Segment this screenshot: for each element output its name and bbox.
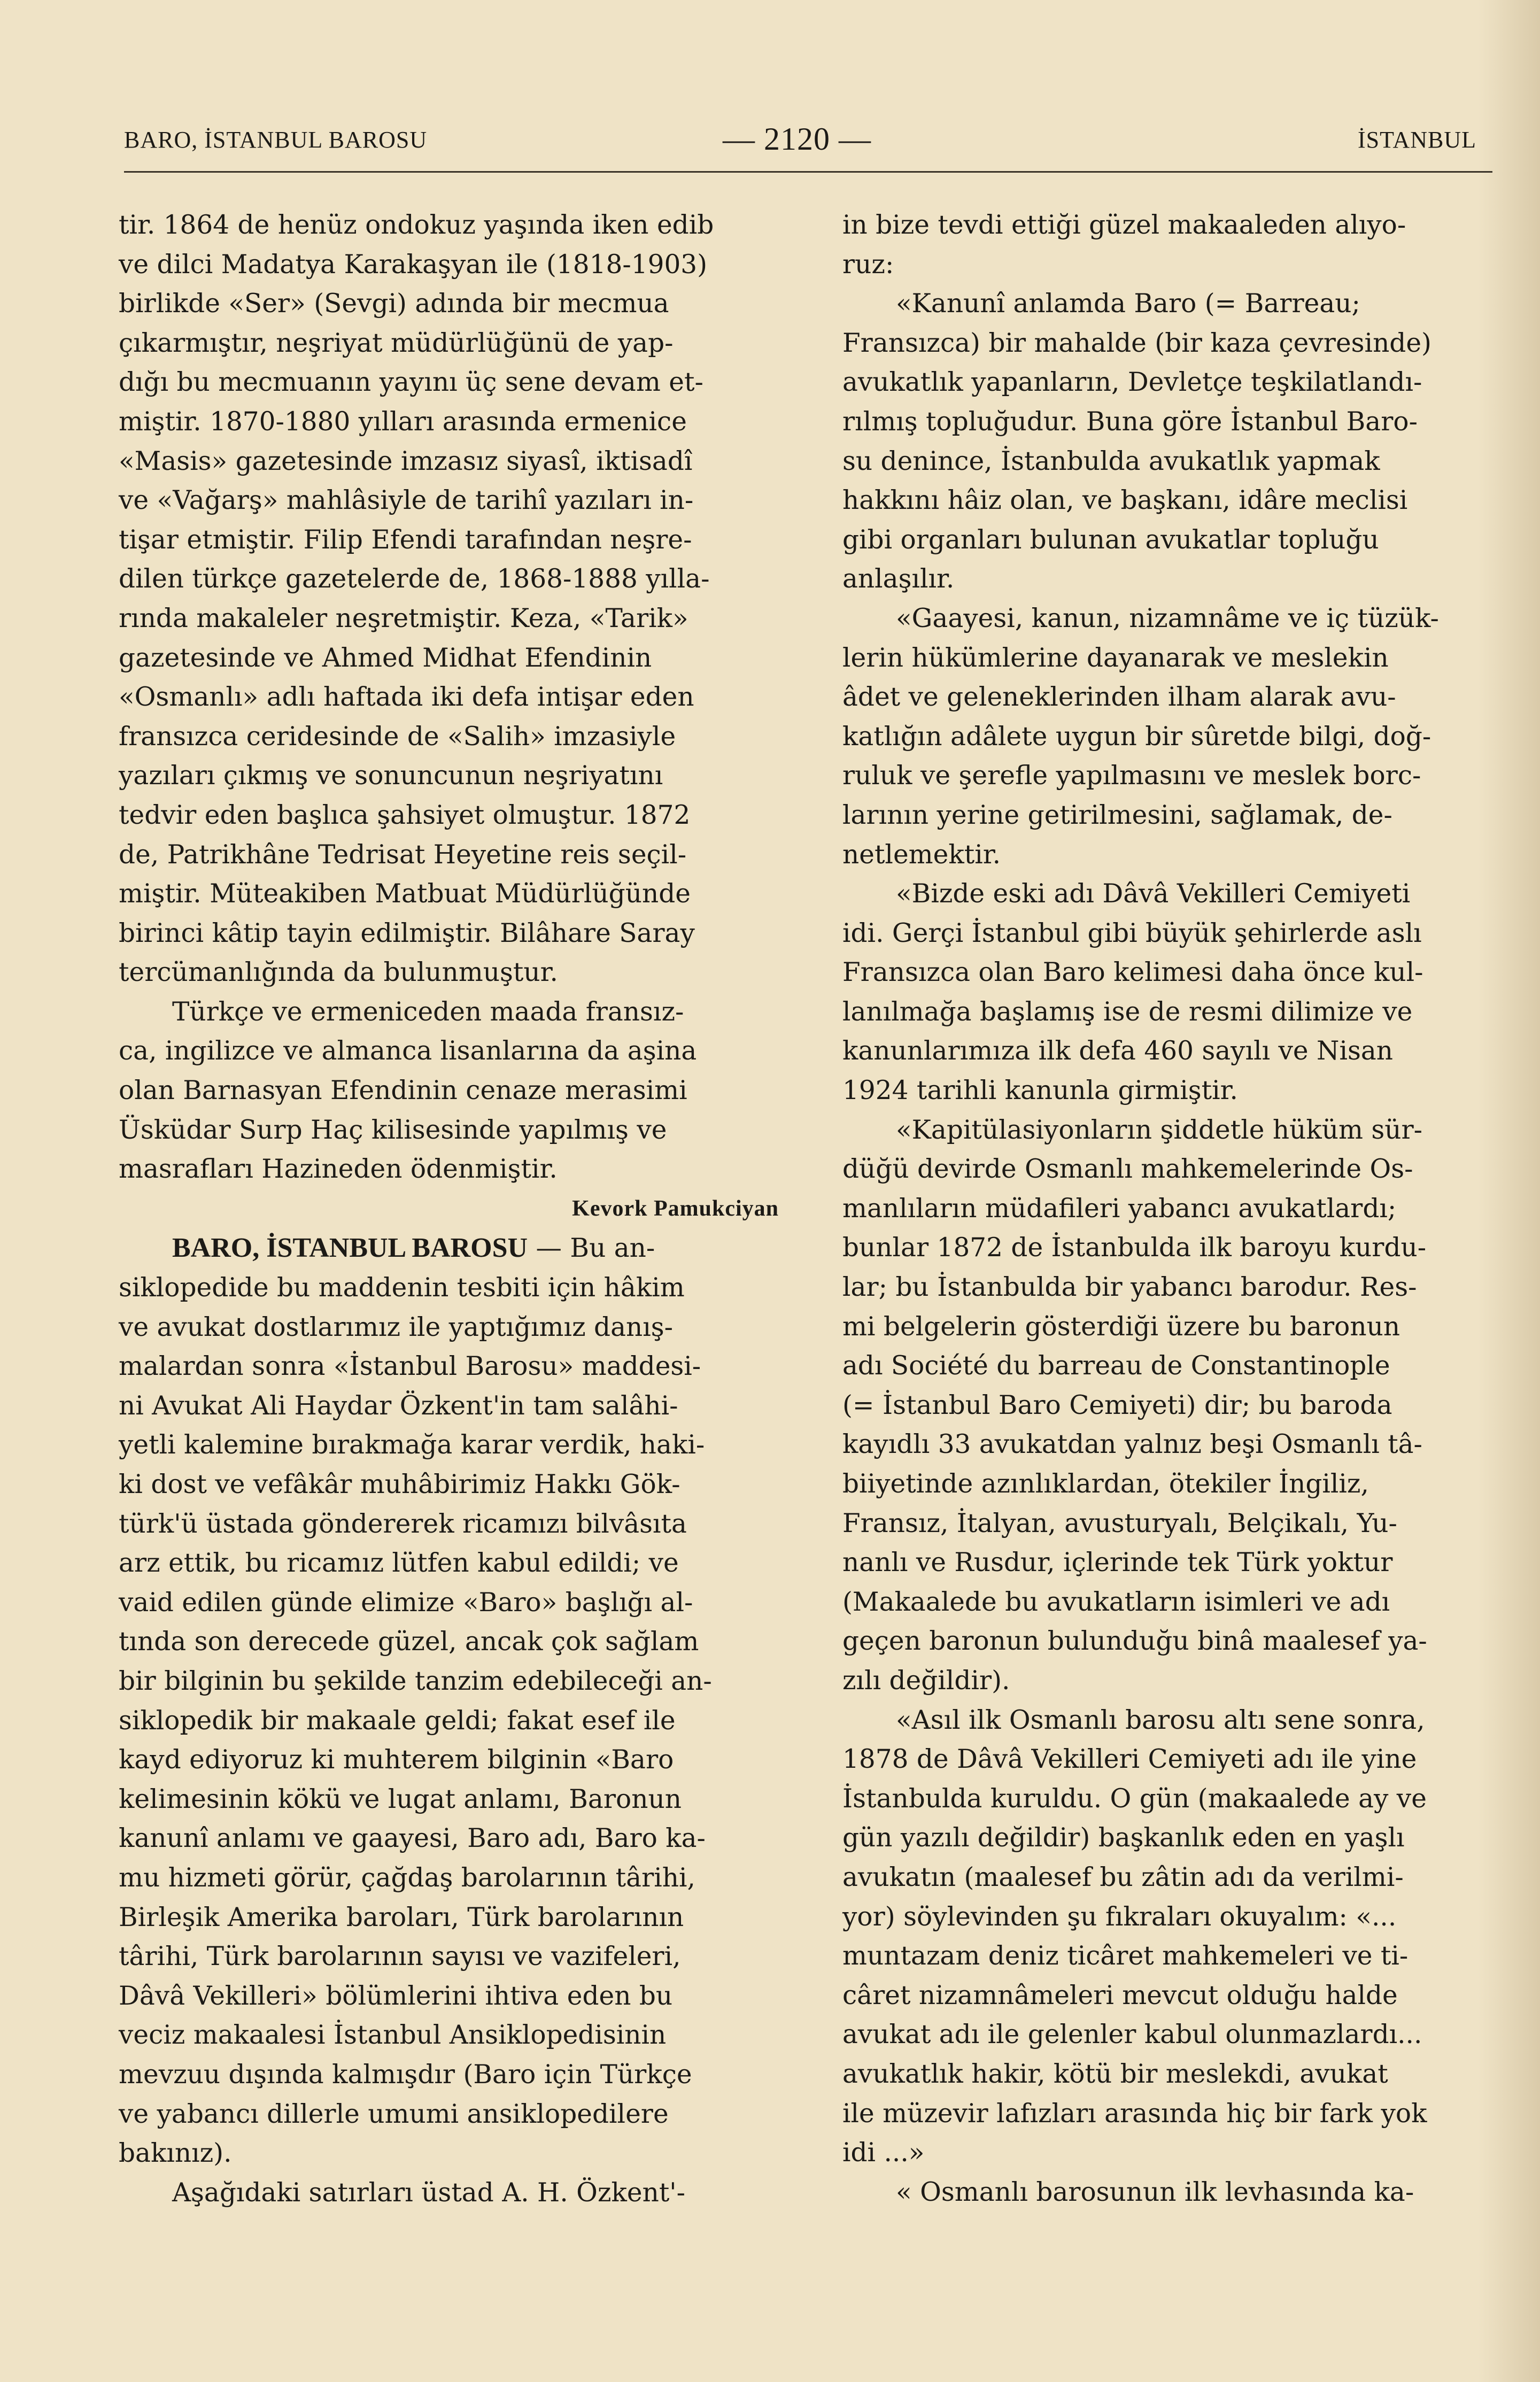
header-title-right: İSTANBUL: [1357, 127, 1476, 153]
paragraph: «Kapitülasiyonların şiddetle hüküm sür- düğü devirde Osmanlı mahkemelerinde Os- manlıların müdafileri yabancı avukatlardı; bunlar 1872 de İstanbulda ilk baroyu kurdu- lar; bu İstanbulda bir yabancı barodur. Res- mi belgelerin gösterdiği üzere bu baronun adı Société du barreau de Constantinople (= İstanbul Baro Cemiyeti) dir; bu baroda kayıdlı 33 avukatdan yalnız beşi Osmanlı tâ- biiyetinde azınlıklardan, ötekiler İngiliz, Fransız, İtalyan, avusturyalı, Belçikalı, Yu- nanlı ve Rusdur, içlerinde tek Türk yoktur (Makaalede bu avukatların isimleri ve adı geçen baronun bulunduğu binâ maalesef ya- zılı değildir).: [842, 1115, 1427, 1696]
paragraph: «Asıl ilk Osmanlı barosu altı sene sonra, 1878 de Dâvâ Vekilleri Cemiyeti adı ile yine İstanbulda kuruldu. O gün (makaalede ay ve gün yazılı değildir) başkanlık eden en yaşlı avukatın (maalesef bu zâtin adı da verilmi- yor) söylevinden şu fıkraları okuyalım: «... muntazam deniz ticâret mahkemeleri ve ti- câret nizamnâmeleri mevcut olduğu halde avukat adı ile gelenler kabul olunmazlardı... avukatlık hakir, kötü bir meslekdi, avukat ile müzevir lafızları arasında hiç bir fark yok idi ...»: [842, 1705, 1427, 2168]
entry-paragraph: [119, 1228, 779, 2173]
entry-text: — Bu an- siklopedide bu maddenin tesbiti için hâkim ve avukat dostlarımız ile yaptığımız danış- malardan sonra «İstanbul Barosu» maddesi- ni Avukat Ali Haydar Özkent'in tam salâhi- yetli kalemine bırakmağa karar verdik, haki- ki dost ve vefâkâr muhâbirimiz Hakkı Gök- türk'ü üstada göndererek ricamızı bilvâsıta arz ettik, bu ricamız lütfen kabul edildi; ve vaid edilen günde elimize «Baro» başlığı al- tında son derecede güzel, ancak çok sağlam bir bilginin bu şekilde tanzim edebileceği an- siklopedik bir makaale geldi; fakat esef ile kayd ediyoruz ki muhterem bilginin «Baro kelimesinin kökü ve lugat anlamı, Baronun kanunî anlamı ve gaayesi, Baro adı, Baro ka- mu hizmeti görür, çağdaş barolarının târihi, Birleşik Amerika baroları, Türk barolarının târihi, Türk barolarının sayısı ve vazifeleri, Dâvâ Vekilleri» bölümlerini ihtiva eden bu veciz makaalesi İstanbul Ansiklopedisinin mevzuu dışında kalmışdır (Baro için Türkçe ve yabancı dillerle umumi ansiklopedilere bakınız).: [119, 1233, 712, 2169]
author-signature: Kevork Pamukciyan: [572, 1196, 779, 1221]
entry-headword: BARO, İSTANBUL BAROSU: [172, 1233, 528, 1264]
paragraph: Aşağıdaki satırları üstad A. H. Özkent'-: [172, 2177, 686, 2208]
paragraph: «Gaayesi, kanun, nizamnâme ve iç tüzük- lerin hükümlerine dayanarak ve meslekin âdet ve geleneklerinden ilham alarak avu- katlığın adâlete uygun bir sûretde bilgi, doğ- ruluk ve şerefle yapılmasını ve meslek borc- larının yerine getirilmesini, sağlamak, de- netlemektir.: [842, 603, 1439, 870]
paragraph: «Bizde eski adı Dâvâ Vekilleri Cemiyeti idi. Gerçi İstanbul gibi büyük şehirlerde aslı Fransızca olan Baro kelimesi daha önce kul- lanılmağa başlamış ise de resmi dilimize ve kanunlarımıza ilk defa 460 sayılı ve Nisan 1924 tarihli kanunla girmiştir.: [842, 879, 1423, 1106]
paragraph: « Osmanlı barosunun ilk levhasında ka-: [896, 2177, 1414, 2207]
paragraph: in bize tevdi ettiği güzel makaaleden alıyo- ruz:: [842, 210, 1406, 280]
paragraph: Türkçe ve ermeniceden maada fransız- ca, ingilizce ve almanca lisanlarına da aşina olan Barnasyan Efendinin cenaze merasimi Üsküdar Surp Haç kilisesinde yapılmış ve masrafları Hazineden ödenmiştir.: [119, 996, 697, 1185]
right-column: [842, 206, 1487, 2212]
page-number: — 2120 —: [723, 121, 871, 157]
running-header: [124, 121, 1476, 164]
paragraph: «Kanunî anlamda Baro (= Barreau; Fransızca) bir mahalde (bir kaza çevresinde) avukatlık yapanların, Devletçe teşkilatlandı- rılmış topluğudur. Buna göre İstanbul Baro- su denince, İstanbulda avukatlık yapmak hakkını hâiz olan, ve başkanı, idâre meclisi gibi organları bulunan avukatlar topluğu anlaşılır.: [842, 289, 1431, 594]
left-column: [119, 206, 779, 2213]
header-rule: [124, 171, 1492, 173]
paragraph: tir. 1864 de henüz ondokuz yaşında iken edib ve dilci Madatya Karakaşyan ile (1818-1903) birlikde «Ser» (Sevgi) adında bir mecmua çıkarmıştır, neşriyat müdürlüğünü de yap- dığı bu mecmuanın yayını üç sene devam et- miştir. 1870-1880 yılları arasında ermenice «Masis» gazetesinde imzasız siyasî, iktisadî ve «Vağarş» mahlâsiyle de tarihî yazıları in- tişar etmiştir. Filip Efendi tarafından neşre- dilen türkçe gazetelerde de, 1868-1888 yılla- rında makaleler neşretmiştir. Keza, «Tarik» gazetesinde ve Ahmed Midhat Efendinin «Osmanlı» adlı haftada iki defa intişar eden fransızca ceridesinde de «Salih» imzasiyle yazıları çıkmış ve sonuncunun neşriyatını tedvir eden başlıca şahsiyet olmuştur. 1872 de, Patrikhâne Tedrisat Heyetine reis seçil- miştir. Müteakiben Matbuat Müdürlüğünde birinci kâtip tayin edilmiştir. Bilâhare Saray tercümanlığında da bulunmuştur.: [119, 210, 714, 988]
header-title-left: BARO, İSTANBUL BAROSU: [124, 127, 428, 153]
